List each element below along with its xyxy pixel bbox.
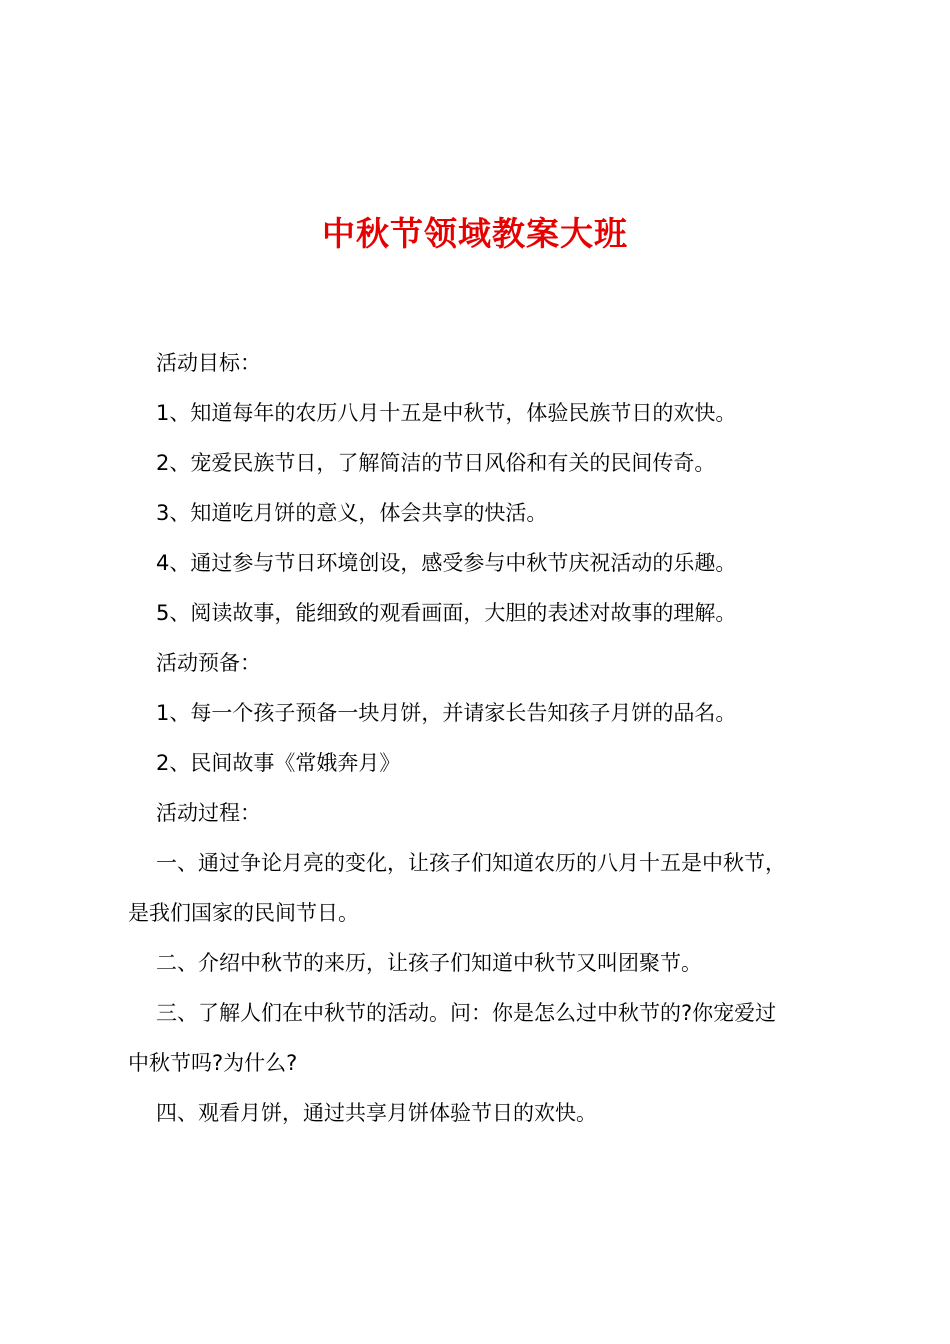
document-title: 中秋节领域教案大班 bbox=[322, 214, 628, 253]
process-step-1: 一、通过争论月亮的变化，让孩子们知道农历的八月十五是中秋节， bbox=[156, 851, 786, 875]
preparation-item-2: 2、民间故事《常娥奔月》 bbox=[156, 751, 401, 775]
section-heading-process: 活动过程： bbox=[156, 801, 261, 825]
document-body bbox=[128, 338, 834, 1138]
process-step-1-continued: 是我们国家的民间节日。 bbox=[128, 901, 359, 925]
goal-item-4: 4、通过参与节日环境创设，感受参与中秋节庆祝活动的乐趣。 bbox=[156, 551, 737, 575]
goal-item-5: 5、阅读故事，能细致的观看画面，大胆的表述对故事的理解。 bbox=[156, 601, 737, 625]
process-step-3-continued: 中秋节吗?为什么? bbox=[128, 1051, 298, 1075]
process-step-2: 二、介绍中秋节的来历，让孩子们知道中秋节又叫团聚节。 bbox=[156, 951, 702, 975]
process-step-3: 三、了解人们在中秋节的活动。问：你是怎么过中秋节的?你宠爱过 bbox=[156, 1001, 777, 1025]
section-heading-goals: 活动目标： bbox=[156, 351, 261, 375]
process-step-4: 四、观看月饼，通过共享月饼体验节日的欢快。 bbox=[156, 1101, 597, 1125]
goal-item-2: 2、宠爱民族节日，了解简洁的节日风俗和有关的民间传奇。 bbox=[156, 451, 716, 475]
preparation-item-1: 1、每一个孩子预备一块月饼，并请家长告知孩子月饼的品名。 bbox=[156, 701, 737, 725]
goal-item-1: 1、知道每年的农历八月十五是中秋节，体验民族节日的欢快。 bbox=[156, 401, 737, 425]
goal-item-3: 3、知道吃月饼的意义，体会共享的快活。 bbox=[156, 501, 548, 525]
section-heading-preparation: 活动预备： bbox=[156, 651, 261, 675]
